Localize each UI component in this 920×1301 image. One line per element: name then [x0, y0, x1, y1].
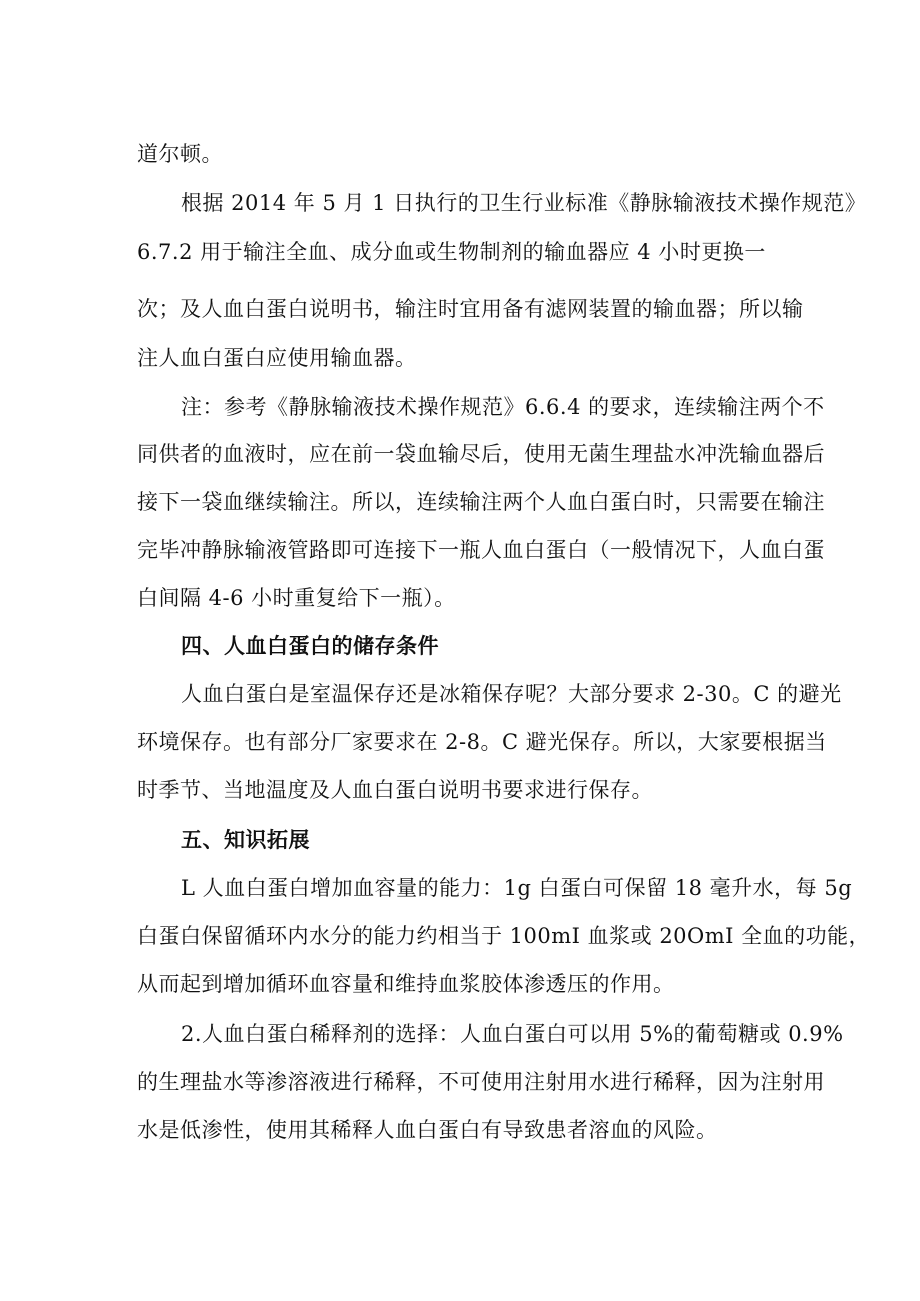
paragraph-line: 2.人血白蛋白稀释剂的选择：人血白蛋白可以用 5%的葡萄糖或 0.9%	[181, 1022, 844, 1046]
paragraph-line: 从而起到增加循环血容量和维持血浆胶体渗透压的作用。	[137, 972, 675, 996]
paragraph-line: L 人血白蛋白增加血容量的能力：1g 白蛋白可保留 18 毫升水，每 5g	[181, 876, 853, 900]
section-heading-storage: 四、人血白蛋白的储存条件	[181, 633, 439, 658]
paragraph-line: 的生理盐水等渗溶液进行稀释，不可使用注射用水进行稀释，因为注射用	[137, 1070, 825, 1094]
paragraph-line: 6.7.2 用于输注全血、成分血或生物制剂的输血器应 4 小时更换一	[137, 240, 766, 264]
paragraph-line: 人血白蛋白是室温保存还是冰箱保存呢？大部分要求 2-30。C 的避光	[181, 682, 842, 706]
note-line: 白间隔 4-6 小时重复给下一瓶）。	[137, 586, 456, 610]
note-line: 完毕冲静脉输液管路即可连接下一瓶人血白蛋白（一般情况下，人血白蛋	[137, 538, 825, 562]
paragraph-line: 时季节、当地温度及人血白蛋白说明书要求进行保存。	[137, 778, 653, 802]
paragraph-line: 水是低渗性，使用其稀释人血白蛋白有导致患者溶血的风险。	[137, 1118, 718, 1142]
note-line: 同供者的血液时，应在前一袋血输尽后，使用无菌生理盐水冲洗输血器后	[137, 442, 825, 466]
text-line: 道尔顿。	[137, 142, 223, 166]
section-heading-knowledge: 五、知识拓展	[181, 827, 310, 852]
paragraph-line: 白蛋白保留循环内水分的能力约相当于 100mI 血浆或 20OmI 全血的功能，	[137, 924, 871, 948]
paragraph-line: 环境保存。也有部分厂家要求在 2-8。C 避光保存。所以，大家要根据当	[137, 730, 827, 754]
note-line: 接下一袋血继续输注。所以，连续输注两个人血白蛋白时，只需要在输注	[137, 490, 825, 514]
paragraph-line: 注人血白蛋白应使用输血器。	[137, 346, 417, 370]
paragraph-line: 根据 2014 年 5 月 1 日执行的卫生行业标准《静脉输液技术操作规范》	[181, 191, 867, 215]
paragraph-line: 次；及人血白蛋白说明书，输注时宜用备有滤网装置的输血器；所以输	[137, 297, 804, 321]
note-line: 注：参考《静脉输液技术操作规范》6.6.4 的要求，连续输注两个不	[181, 395, 825, 419]
